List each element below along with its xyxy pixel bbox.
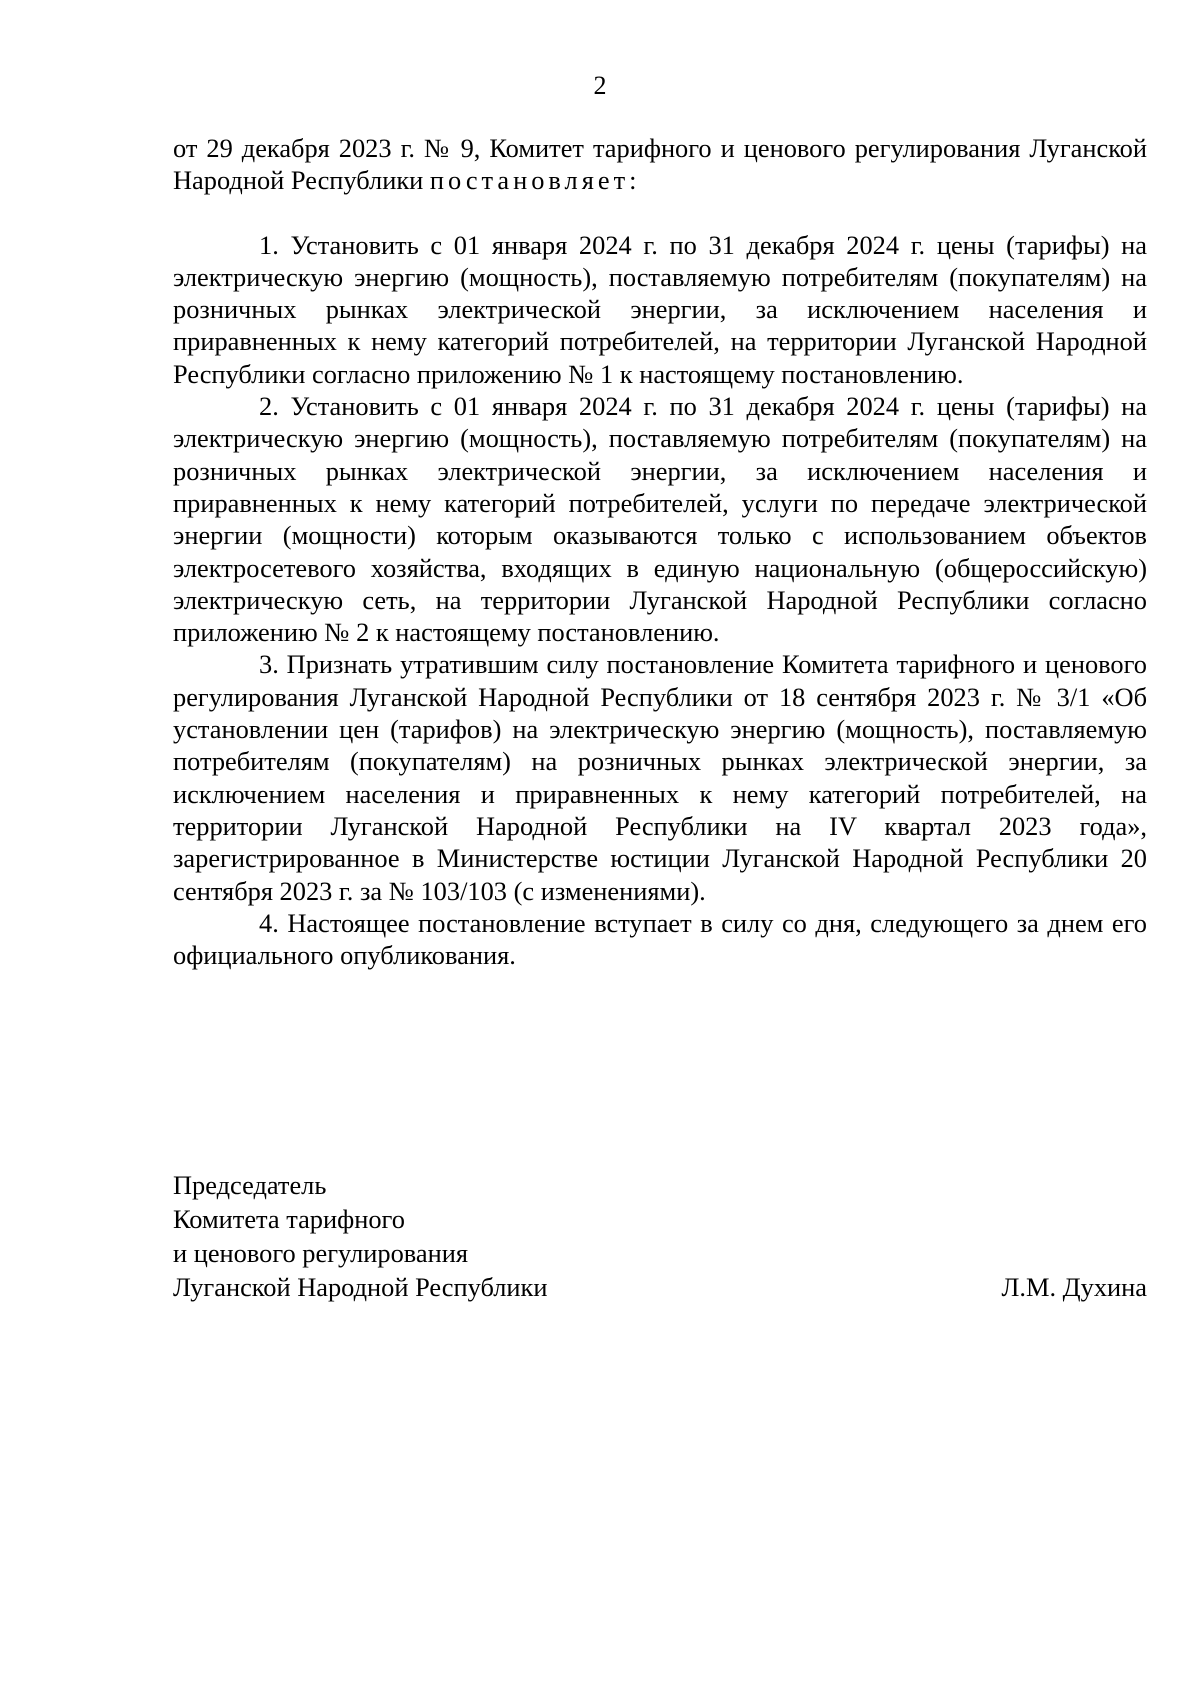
signatory-title-line: Луганской Народной Республики xyxy=(173,1272,548,1302)
clause-1: 1. Установить с 01 января 2024 г. по 31 декабря 2024 г. цены (тарифы) на электрическую энергию (мощность), поставляемую потребителям (покупателям) на розничных рынках электрической энергии, за исключением населения и приравненных к нему категорий потребителей, на территории Луганской Народной Республики согласно приложению № 1 к настоящему постановлению. xyxy=(173,229,1147,389)
paragraph-gap xyxy=(173,197,1147,229)
clause-2: 2. Установить с 01 января 2024 г. по 31 декабря 2024 г. цены (тарифы) на электрическую энергию (мощность), поставляемую потребителям (покупателям) на розничных рынках электрической энергии, за исключением населения и приравненных к нему категорий потребителей, услуги по передаче электрической энергии (мощности) которым оказываются только с использованием объектов электросетевого хозяйства, входящих в единую национальную (общероссийскую) электрическую сеть, на территории Луганской Народной Республики согласно приложению № 2 к настоящему постановлению. xyxy=(173,391,1147,648)
document-body xyxy=(173,132,1147,971)
signature-block xyxy=(173,1168,1147,1304)
intro-paragraph xyxy=(173,132,1147,197)
clause-4: 4. Настоящее постановление вступает в силу со дня, следующего за днем его официального опубликования. xyxy=(173,907,1147,971)
clause-3: 3. Признать утратившим силу постановление Комитета тарифного и ценового регулирования Луганской Народной Республики от 18 сентября 2023 г. № 3/1 «Об установлении цен (тарифов) на электрическую энергию (мощность), поставляемую потребителям (покупателям) на розничных рынках электрической энергии, за исключением населения и приравненных к нему категорий потребителей, на территории Луганской Народной Республики на IV квартал 2023 года», зарегистрированное в Министерстве юстиции Луганской Народной Республики 20 сентября 2023 г. за № 103/103 (с изменениями). xyxy=(173,649,1147,906)
signatory-name: Л.М. Духина xyxy=(1001,1272,1147,1302)
intro-tail: : xyxy=(629,165,637,196)
intro-text: от 29 декабря 2023 г. № 9, Комитет тарифного и ценового регулирования Луганской Народной Республики xyxy=(173,133,1147,196)
signatory-title-line: Председатель xyxy=(173,1170,327,1200)
page-number: 2 xyxy=(593,71,607,100)
signatory-title-line: и ценового регулирования xyxy=(173,1238,468,1268)
intro-keyword: постановляет xyxy=(429,165,630,196)
signatory-title-line: Комитета тарифного xyxy=(173,1204,405,1234)
